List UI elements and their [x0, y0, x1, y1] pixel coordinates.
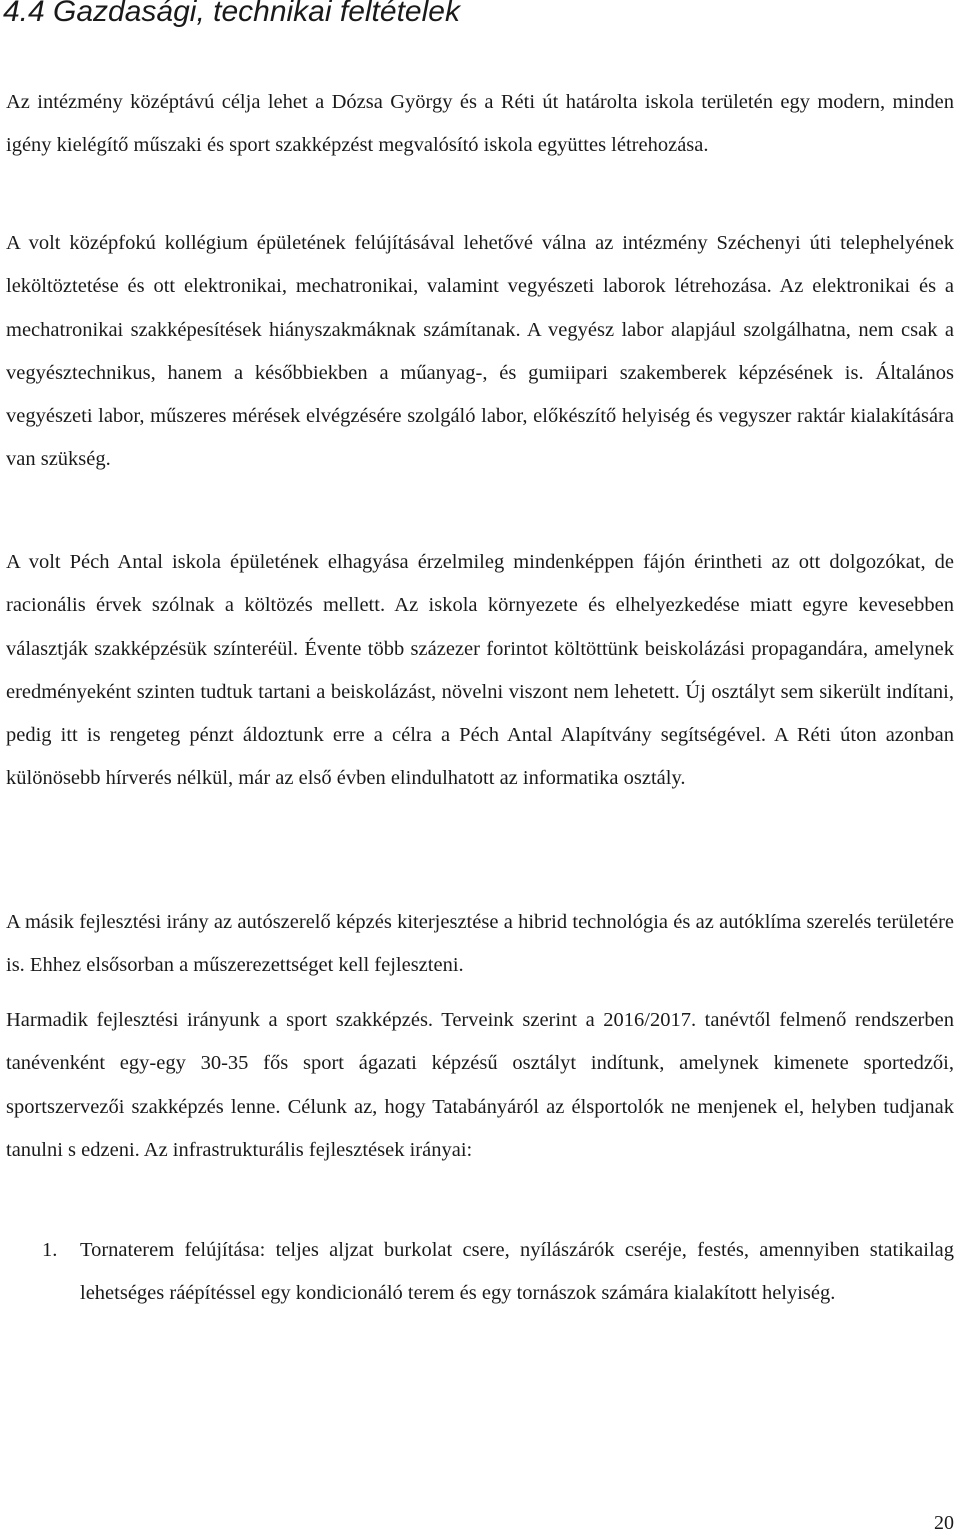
paragraph-pech-antal-school: A volt Péch Antal iskola épületének elhagyása érzelmileg mindenképpen fájón érintheti az ott dolgozókat, de racionális érvek szólnak a költözés mellett. Az iskola környezete és elhelyezkedése miatt egyre kevesebben választják szakképzésük színteréül. Évente több százezer forintot költöttünk beiskolázási propagandára, amelynek eredményeként szinten tudtuk tartani a beiskolázást, növelni viszont nem lehetett. Új osztályt sem sikerült indítani, pedig itt is rengeteg pénzt áldoztunk erre a célra a Péch Antal Alapítvány segítségével. A Réti úton azonban különösebb hírverés nélkül, már az első évben elindulhatott az informatika osztály.	[6, 551, 954, 790]
list-item	[0, 1229, 954, 1316]
paragraph-goal: Az intézmény középtávú célja lehet a Dózsa György és a Réti út határolta iskola területén egy modern, minden igény kielégítő műszaki és sport szakképzést megvalósító iskola együttes létrehozása.	[6, 91, 954, 157]
infrastructure-list	[0, 1229, 954, 1316]
paragraph-dormitory-labs: A volt középfokú kollégium épületének felújításával lehetővé válna az intézmény Széchenyi úti telephelyének leköltöztetése és ott elektronikai, mechatronikai, valamint vegyészeti laborok létrehozása. Az elektronikai és a mechatronikai szakképesítések hiányszakmáknak számítanak. A vegyész labor alapjául szolgálhatna, nem csak a vegyésztechnikus, hanem a későbbiekben a műanyag-, és gumiipari szakemberek képzésének is. Általános vegyészeti labor, műszeres mérések elvégzésére szolgáló labor, előkészítő helyiség és vegyszer raktár kialakítására van szükség.	[6, 232, 954, 471]
page-number: 20	[934, 1512, 954, 1534]
paragraph-sport-training: Harmadik fejlesztési irányunk a sport szakképzés. Terveink szerint a 2016/2017. tanévtől felmenő rendszerben tanévenként egy-egy 30-35 fős sport ágazati képzésű osztályt indítunk, amelynek kimenete sportedzői, sportszervezői szakképzés lenne. Célunk az, hogy Tatabányáról az élsportolók ne menjenek el, helyben tudjanak tanulni s edzeni. Az infrastrukturális fejlesztések irányai:	[6, 1009, 954, 1161]
list-item-text: Tornaterem felújítása: teljes aljzat burkolat csere, nyílászárók cseréje, festés, amennyiben statikailag lehetséges ráépítéssel egy kondicionáló terem és egy tornászok számára kialakított helyiség.	[80, 1239, 954, 1305]
list-item-number: 1.	[42, 1239, 58, 1261]
paragraph-car-mechanic: A másik fejlesztési irány az autószerelő képzés kiterjesztése a hibrid technológia és az autóklíma szerelés területére is. Ehhez elsősorban a műszerezettséget kell fejleszteni.	[6, 911, 954, 977]
section-heading: 4.4 Gazdasági, technikai feltételek	[3, 0, 460, 28]
